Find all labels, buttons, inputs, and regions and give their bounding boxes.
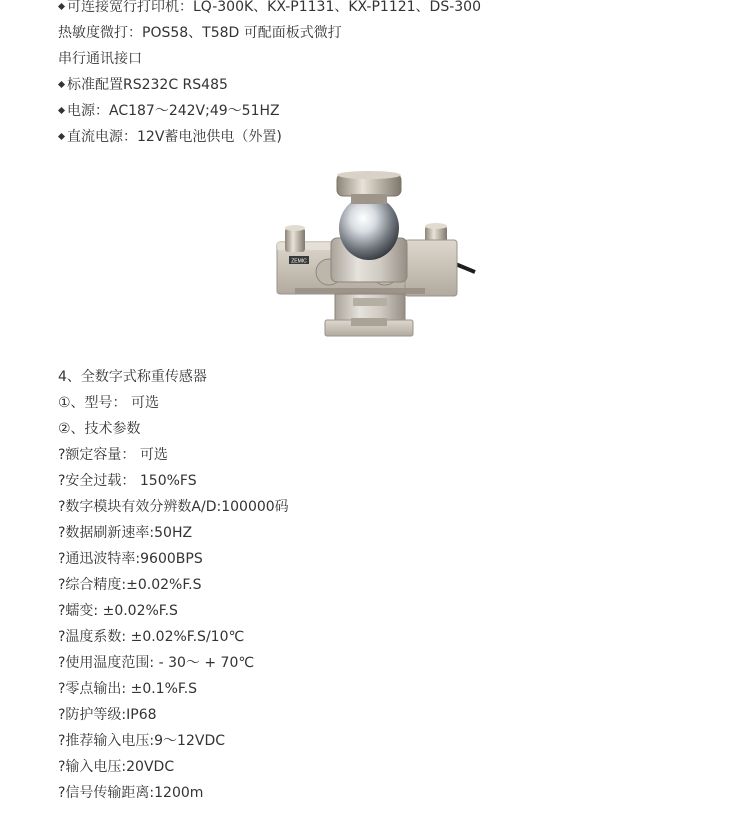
- spec-line-accuracy: ?综合精度:±0.02%F.S: [58, 577, 202, 593]
- spec-line-input-voltage: ?输入电压:20VDC: [58, 759, 175, 775]
- spec-line-creep: ?蠕变: ±0.02%F.S: [58, 603, 178, 619]
- spec-text: 电源：AC187～242V;49～51HZ: [67, 103, 280, 119]
- spec-text: 标准配置RS232C RS485: [67, 77, 228, 93]
- spec-line-printers: [58, 0, 481, 16]
- spec-line-baud-rate: ?通迅波特率:9600BPS: [58, 551, 203, 567]
- spec-line-zero-output: ?零点输出: ±0.1%F.S: [58, 681, 198, 697]
- spec-line-resolution: ?数字模块有效分辨数A/D:100000码: [58, 499, 289, 515]
- section-heading-digital-sensor: 4、全数字式称重传感器: [58, 369, 207, 385]
- spec-line-rated-capacity: ?额定容量： 可选: [58, 447, 168, 463]
- spec-line-recommended-voltage: ?推荐输入电压:9～12VDC: [58, 733, 226, 749]
- spec-text: 串行通讯接口: [58, 51, 142, 67]
- spec-line-model: ①、型号： 可选: [58, 395, 160, 411]
- bullet-icon: [58, 2, 65, 9]
- spec-line-signal-distance: ?信号传输距离:1200m: [58, 785, 204, 801]
- spec-line-temp-coefficient: ?温度系数: ±0.02%F.S/10℃: [58, 629, 245, 645]
- bullet-icon: [58, 132, 65, 139]
- spec-line-temp-range: ?使用温度范围: - 30～ + 70℃: [58, 655, 255, 671]
- spec-line-serial: [58, 50, 142, 68]
- brand-label: ZEMIC: [291, 258, 307, 265]
- spec-line-dc-power: [58, 128, 282, 146]
- spec-line-thermal-printer: [58, 24, 342, 42]
- bullet-icon: [58, 106, 65, 113]
- spec-text: 热敏度微打：POS58、T58D 可配面板式微打: [58, 25, 342, 41]
- spec-text: 直流电源：12V蓄电池供电（外置): [67, 129, 282, 145]
- spec-line-overload: ?安全过载： 150%FS: [58, 473, 197, 489]
- spec-line-refresh-rate: ?数据刷新速率:50HZ: [58, 525, 193, 541]
- load-cell-sensor-photo: [265, 170, 487, 354]
- spec-line-tech-params: ②、技术参数: [58, 421, 141, 437]
- spec-text: 可连接宽行打印机：LQ-300K、KX-P1131、KX-P1121、DS-300: [67, 0, 481, 15]
- bullet-icon: [58, 80, 65, 87]
- spec-line-rs: [58, 76, 228, 94]
- spec-line-protection: ?防护等级:IP68: [58, 707, 157, 723]
- spec-line-ac-power: [58, 102, 280, 120]
